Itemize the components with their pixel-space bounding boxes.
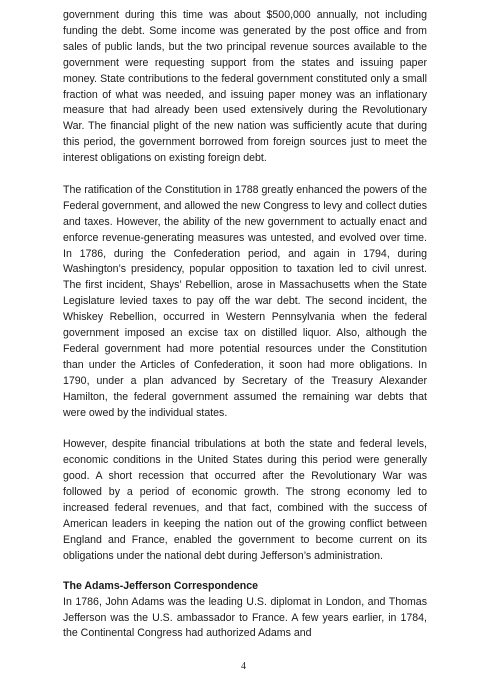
- section-heading: The Adams-Jefferson Correspondence: [63, 579, 259, 592]
- body-paragraph: The ratification of the Constitution in 1788 greatly enhanced the powers of the Federal government, and allowed the new Congress to levy and collect duties and taxes. However, the ability of the new government to actually enact and enforce revenue-generating measures was untested, and evolved over time. In 1786, during the Confederation period, and again in 1794, during Washington’s presidency, popular opposition to taxation led to civil unrest. The first incident, Shays’ Rebellion, arose in Massachusetts when the State Legislature levied taxes to pay off the war debt. The second incident, the Whiskey Rebellion, occurred in Western Pennsylvania when the federal government imposed an excise tax on distilled liquor. Also, although the Federal government had more potential resources under the Constitution than under the Articles of Confederation, it soon had more obligations. In 1790, under a plan advanced by Secretary of the Treasury Alexander Hamilton, the federal government assumed the remaining war debts that were owed by the individual states.: [63, 183, 427, 419]
- section-paragraph: In 1786, John Adams was the leading U.S. diplomat in London, and Thomas Jefferson was the U.S. ambassador to France. A few years earlier, in 1784, the Continental Congress had authorized Adams and: [63, 595, 427, 640]
- page-number: 4: [241, 661, 246, 672]
- body-paragraph: However, despite financial tribulations at both the state and federal levels, economic conditions in the United States during this period were generally good. A short recession that occurred after the Revolutionary War was followed by a period of economic growth. The strong economy led to increased federal revenues, and that fact, combined with the success of American leaders in keeping the nation out of the growing conflict between England and France, enabled the government to become current on its obligations under the national debt during Jefferson’s administration.: [63, 438, 427, 562]
- body-paragraph: government during this time was about $500,000 annually, not including funding the debt. Some income was generated by the post office and from sales of public lands, but the two principal revenue sources available to the government were requesting support from the states and issuing paper money. State contributions to the federal government constituted only a small fraction of what was needed, and issuing paper money was an inflationary measure that had already been used extensively during the Revolutionary War. The financial plight of the new nation was sufficiently acute that during this period, the government borrowed from foreign sources just to meet the interest obligations on existing foreign debt.: [63, 9, 427, 165]
